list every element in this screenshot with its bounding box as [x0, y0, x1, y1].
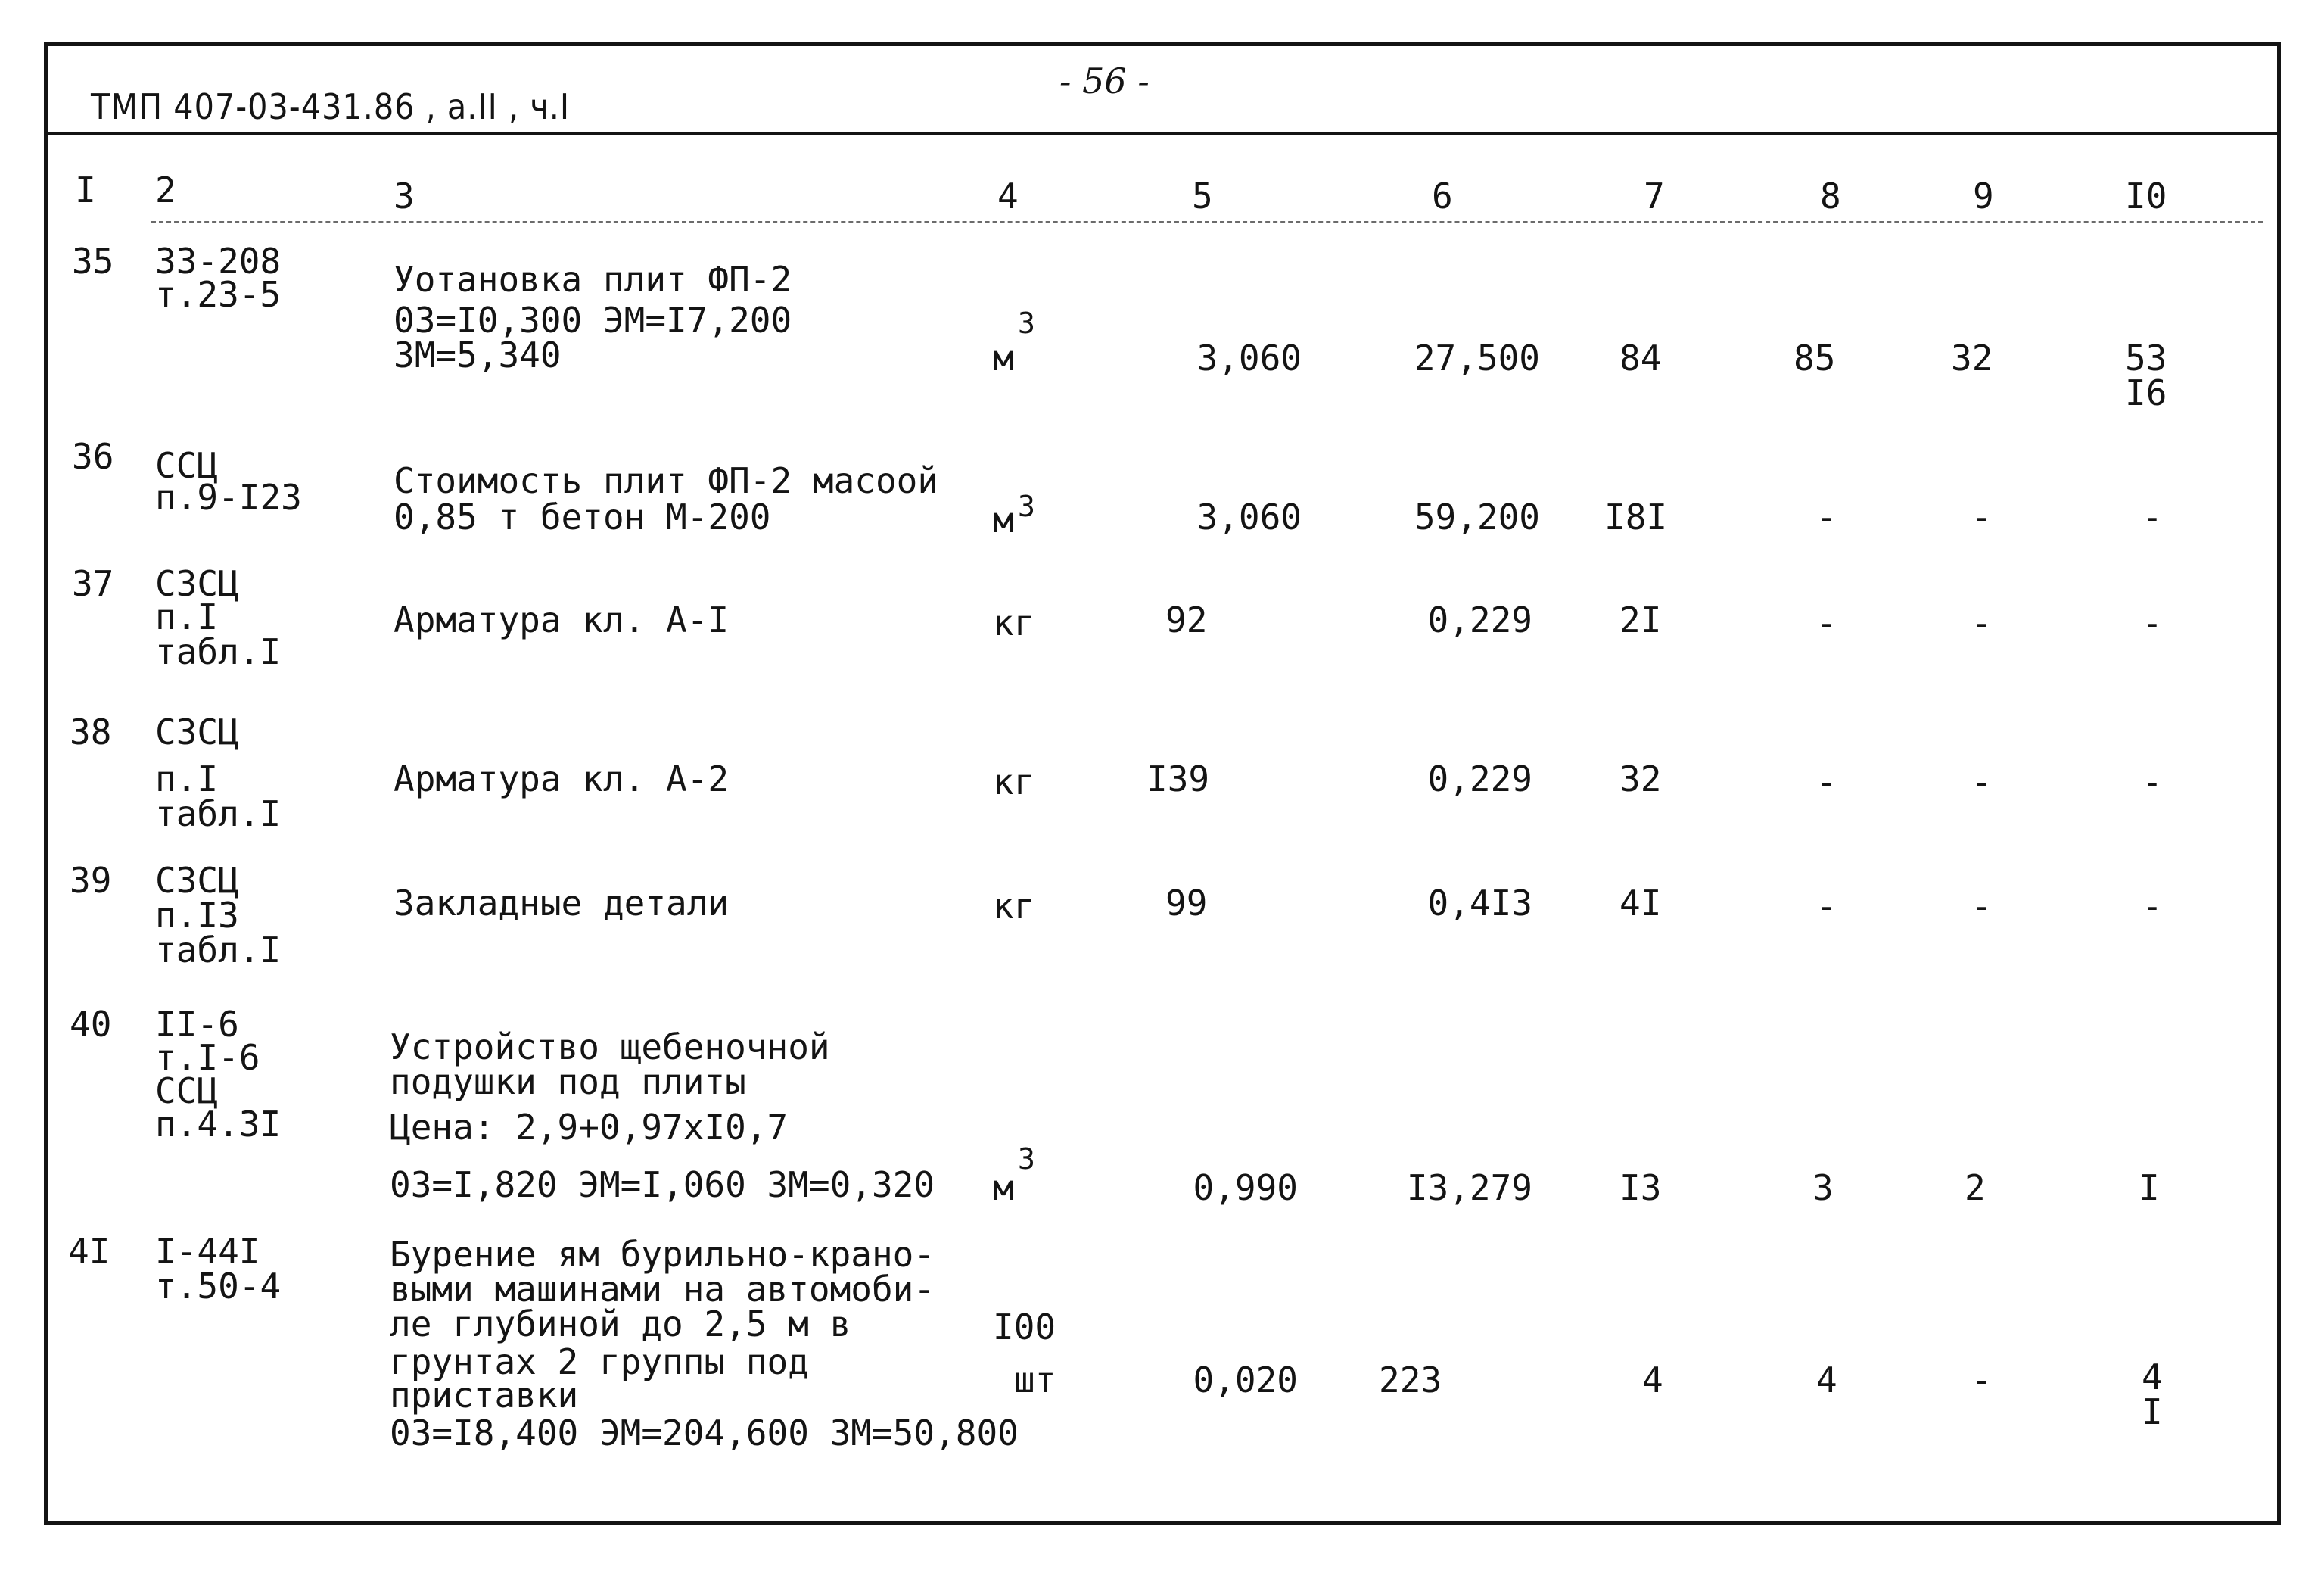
row-description-line: Арматура кл. А-2 — [394, 758, 730, 799]
row-total: 4 — [1642, 1360, 1663, 1400]
column-header-6: 6 — [1432, 176, 1453, 216]
row-number: 40 — [70, 1004, 112, 1045]
row-unit-price: 223 — [1379, 1360, 1442, 1400]
column-header-7: 7 — [1644, 176, 1665, 216]
column-header-2: 2 — [155, 170, 176, 210]
row-number: 39 — [70, 860, 112, 901]
row-code-line: табл.I — [155, 930, 282, 970]
row-unit-price: 0,4I3 — [1427, 883, 1532, 924]
row-number: 37 — [72, 563, 114, 604]
row-code-line: т.I-6 — [155, 1037, 260, 1078]
row-description-line: Уотановка плит ФП-2 — [394, 259, 792, 300]
row-total: 32 — [1619, 758, 1662, 799]
row-code-line: п.9-I23 — [155, 477, 302, 518]
row-description-line: подушки под плиты — [390, 1061, 746, 1102]
column-header-1: I — [75, 170, 96, 210]
row-quantity: 0,990 — [1193, 1167, 1298, 1208]
row-number: 38 — [70, 712, 112, 752]
row-code-line: п.I — [155, 596, 219, 637]
row-code-line: табл.I — [155, 793, 282, 834]
column-header-10: I0 — [2125, 176, 2167, 216]
row-col9: - — [1971, 886, 1993, 927]
row-col8: 3 — [1812, 1167, 1834, 1208]
row-description-line: 0,85 т бетон М-200 — [394, 497, 771, 537]
row-total: 2I — [1619, 600, 1662, 640]
column-header-3: 3 — [394, 176, 415, 216]
row-col10: - — [2142, 497, 2163, 537]
row-col10: 4 — [2142, 1357, 2163, 1397]
row-unit-price: 59,200 — [1414, 497, 1540, 537]
row-code-line: СЗСЦ — [155, 563, 239, 604]
row-unit-superscript: 3 — [1018, 1142, 1035, 1176]
row-unit: I00 — [993, 1307, 1056, 1347]
row-col8: - — [1816, 603, 1837, 643]
row-code-line: II-6 — [155, 1004, 239, 1045]
row-col10: I — [2142, 1391, 2163, 1432]
row-code-line: т.23-5 — [155, 274, 282, 315]
row-unit-superscript: 3 — [1018, 490, 1035, 523]
row-total: I8I — [1604, 497, 1668, 537]
row-quantity: 3,060 — [1196, 338, 1302, 378]
row-code-line: I-44I — [155, 1231, 260, 1272]
header-divider — [44, 132, 2281, 135]
row-unit-superscript: 3 — [1018, 307, 1035, 340]
row-description-line: Закладные детали — [394, 883, 730, 924]
row-description-line: приставки — [390, 1375, 579, 1416]
row-unit-secondary: шт — [1014, 1360, 1056, 1400]
row-unit: м — [993, 500, 1014, 540]
row-unit: м — [993, 338, 1014, 378]
row-number: 4I — [68, 1231, 110, 1272]
row-description-line: Стоимость плит ФП-2 масоой — [394, 460, 939, 501]
row-number: 35 — [72, 241, 114, 282]
row-unit-price: 0,229 — [1427, 758, 1532, 799]
row-quantity: 99 — [1165, 883, 1208, 924]
row-col8: 85 — [1794, 338, 1836, 378]
row-description-line: выми машинами на автомоби- — [390, 1269, 935, 1310]
row-unit: м — [993, 1167, 1014, 1208]
row-total: 4I — [1619, 883, 1662, 924]
row-description-line: ле глубиной до 2,5 м в — [390, 1304, 851, 1344]
row-total: 84 — [1619, 338, 1662, 378]
row-col9: - — [1971, 497, 1993, 537]
row-description-line: грунтах 2 группы под — [390, 1341, 809, 1382]
row-quantity: I39 — [1146, 758, 1210, 799]
row-code-line: ССЦ — [155, 1070, 219, 1111]
row-col8: - — [1816, 497, 1837, 537]
row-code-line: 33-208 — [155, 241, 282, 282]
row-description-line: 03=I,820 ЭМ=I,060 ЗМ=0,320 — [390, 1164, 935, 1205]
row-col8: 4 — [1816, 1360, 1837, 1400]
row-code-line: СЗСЦ — [155, 860, 239, 901]
row-col8: - — [1816, 886, 1837, 927]
row-description-line: Бурение ям бурильно-крано- — [390, 1234, 935, 1275]
row-col10: 53 — [2125, 338, 2167, 378]
row-description-line: 03=I8,400 ЭМ=204,600 ЗМ=50,800 — [390, 1413, 1019, 1453]
row-quantity: 3,060 — [1196, 497, 1302, 537]
page-number: - 56 - — [1059, 61, 1150, 101]
row-col10: - — [2142, 603, 2163, 643]
row-quantity: 0,020 — [1193, 1360, 1298, 1400]
column-header-5: 5 — [1192, 176, 1213, 216]
row-code-line: табл.I — [155, 631, 282, 672]
column-header-divider — [151, 221, 2263, 223]
row-code-line: ССЦ — [155, 445, 219, 486]
row-col9: - — [1971, 603, 1993, 643]
row-total: I3 — [1619, 1167, 1662, 1208]
row-unit-price: I3,279 — [1406, 1167, 1532, 1208]
row-unit-price: 0,229 — [1427, 600, 1532, 640]
row-quantity: 92 — [1165, 600, 1208, 640]
row-description-line: Цена: 2,9+0,97хI0,7 — [390, 1107, 789, 1148]
column-header-4: 4 — [997, 176, 1019, 216]
row-code-line: п.4.3I — [155, 1104, 282, 1145]
row-number: 36 — [72, 436, 114, 477]
row-col8: - — [1816, 762, 1837, 802]
row-col10: I — [2139, 1167, 2160, 1208]
row-description-line: ЗМ=5,340 — [394, 335, 562, 375]
row-col9: - — [1971, 762, 1993, 802]
row-col9: 2 — [1965, 1167, 1986, 1208]
row-unit: кг — [993, 603, 1035, 643]
row-code-line: т.50-4 — [155, 1266, 282, 1307]
row-description-line: 03=I0,300 ЭМ=I7,200 — [394, 300, 792, 341]
row-code-line: п.I3 — [155, 895, 239, 936]
row-unit: кг — [993, 886, 1035, 927]
row-code-line: СЗСЦ — [155, 712, 239, 752]
row-col10: - — [2142, 762, 2163, 802]
row-col9: - — [1971, 1360, 1993, 1400]
row-unit: кг — [993, 762, 1035, 802]
document-title: ТМП 407-03-431.86 , а.II , ч.I — [91, 86, 571, 127]
row-description-line: Устройство щебеночной — [390, 1026, 830, 1067]
row-col10: I6 — [2125, 372, 2167, 413]
column-header-9: 9 — [1973, 176, 1994, 216]
row-description-line: Арматура кл. А-I — [394, 600, 730, 640]
row-col10: - — [2142, 886, 2163, 927]
column-header-8: 8 — [1820, 176, 1841, 216]
row-unit-price: 27,500 — [1414, 338, 1540, 378]
row-code-line: п.I — [155, 758, 219, 799]
row-col9: 32 — [1951, 338, 1993, 378]
